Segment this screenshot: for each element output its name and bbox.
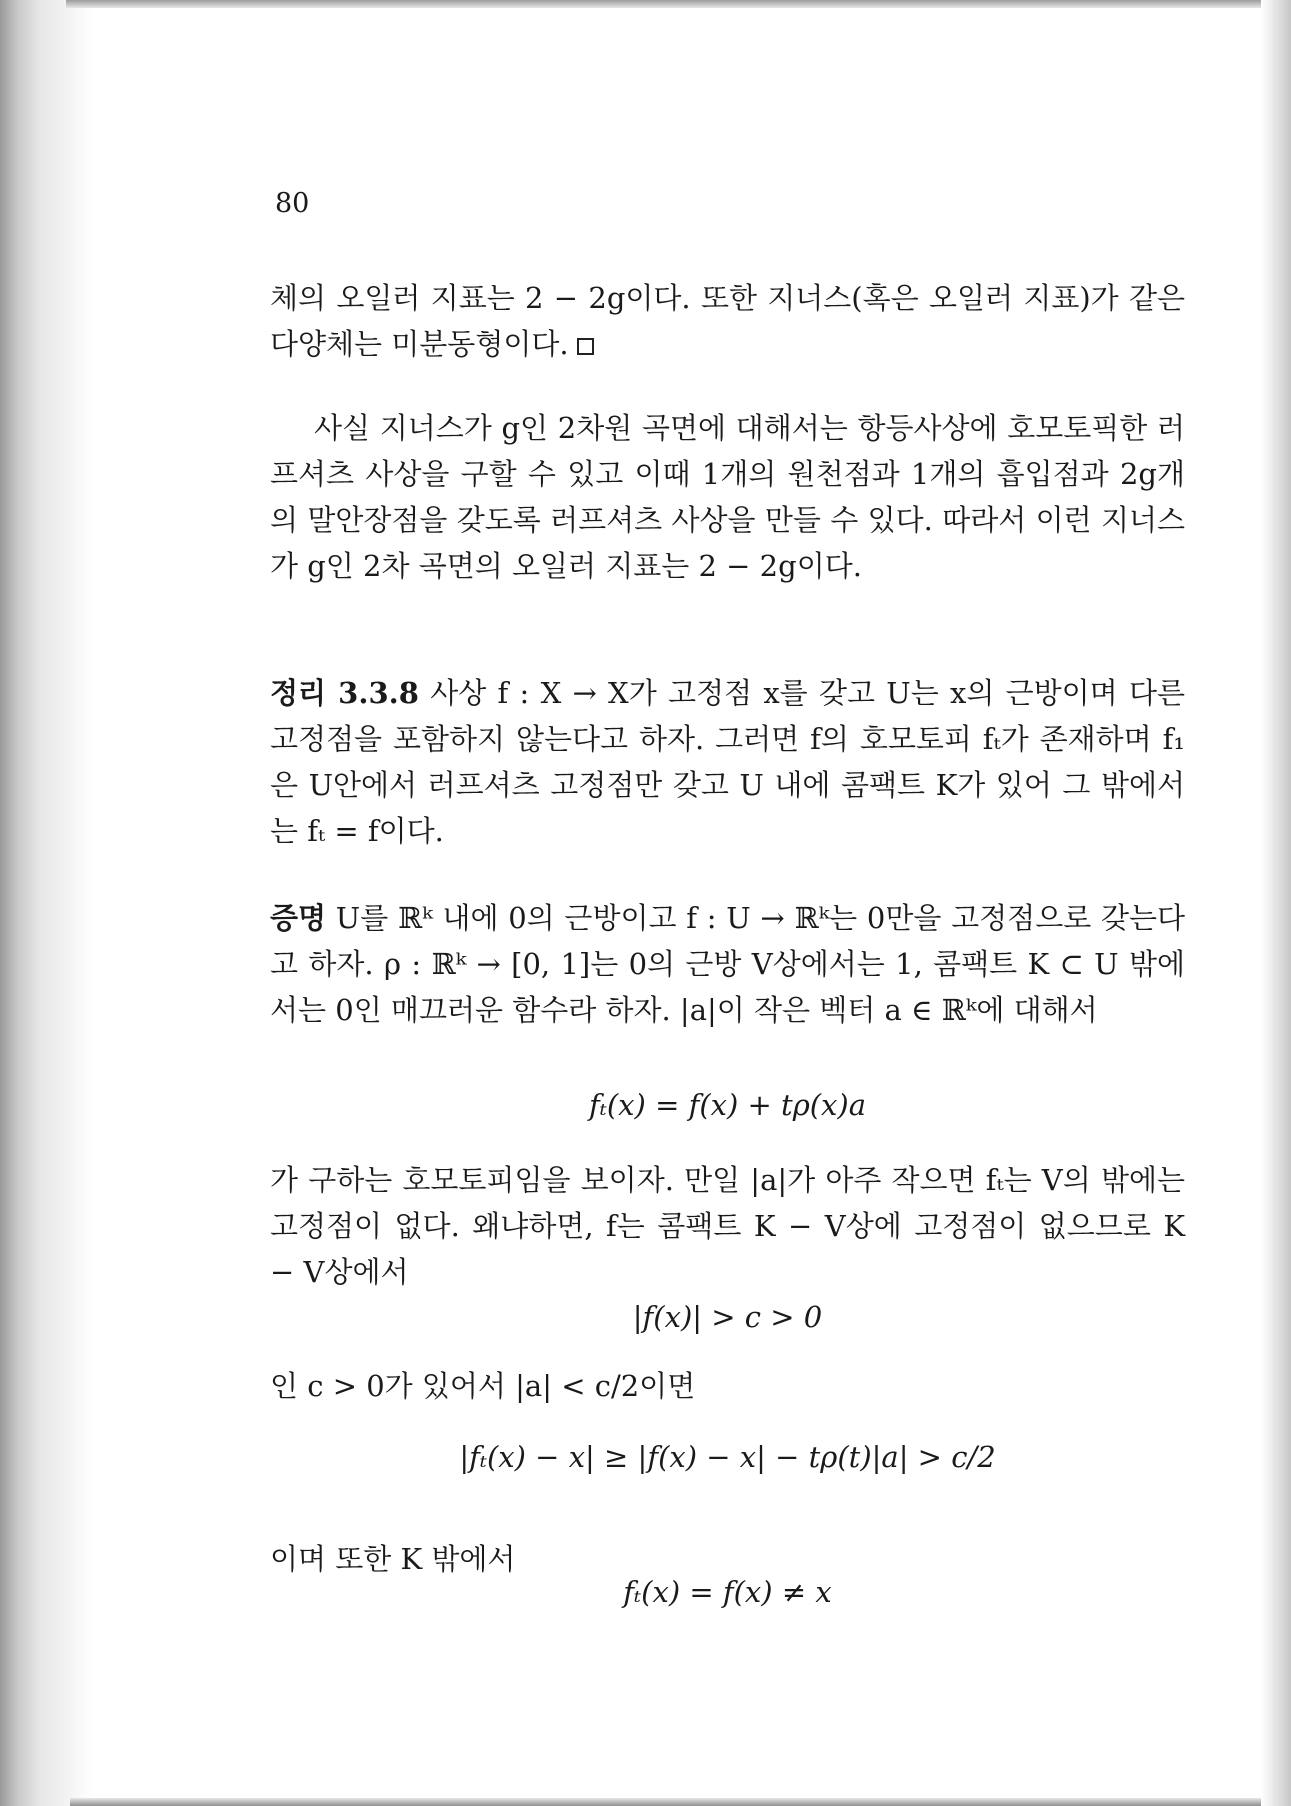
equation-outside-k: fₜ(x) = f(x) ≠ x [623,1575,832,1609]
paragraph-text: 가 구하는 호모토피임을 보이자. 만일 |a|가 아주 작으면 fₜ는 V의 밖에는 고정점이 없다. 왜냐하면, f는 콤팩트 K − V상에 고정점이 없으므로 K − V상에서 [270,1163,1185,1289]
proof-block [270,895,1185,1033]
page-right-shadow [1261,0,1291,1806]
paragraph-text: 사실 지너스가 g인 2차원 곡면에 대해서는 항등사상에 호모토픽한 러프셔츠 사상을 구할 수 있고 이때 1개의 원천점과 1개의 흡입점과 2g개의 말안장점을 갖도록 러프셔츠 사상을 만들 수 있다. 따라서 이런 지너스가 g인 2차 곡면의 오일러 지표는 2 − 2g이다. [270,411,1185,583]
qed-box-icon [577,338,594,355]
proof-text: U를 ℝᵏ 내에 0의 근방이고 f : U → ℝᵏ는 0만을 고정점으로 갖는다고 하자. ρ : ℝᵏ → [0, 1]는 0의 근방 V상에서는 1, 콤팩트 K ⊂ U 밖에서는 0인 매끄러운 함수라 하자. |a|이 작은 벡터 a ∈ ℝᵏ에 대해서 [270,901,1186,1027]
theorem-block [270,670,1185,854]
theorem-text: 사상 f : X → X가 고정점 x를 갖고 U는 x의 근방이며 다른 고정점을 포함하지 않는다고 하자. 그러면 f의 호모토피 fₜ가 존재하며 f₁은 U안에서 러프셔츠 고정점만 갖고 U 내에 콤팩트 K가 있어 그 밖에서는 fₜ = f이다. [270,676,1186,848]
paragraph-text: 이며 또한 K 밖에서 [270,1542,516,1576]
book-spine-edge [0,0,92,1806]
paragraph-constant-c [270,1363,1185,1409]
paragraph-no-fixed-points [270,1157,1185,1295]
equation-homotopy: fₜ(x) = f(x) + tρ(x)a [588,1088,867,1122]
paragraph-text: 인 c > 0가 있어서 |a| < c/2이면 [270,1369,696,1403]
book-bottom-edge [70,1798,1280,1806]
theorem-label: 정리 3.3.8 [270,676,419,710]
page-number: 80 [275,188,310,219]
book-top-edge [66,0,1266,8]
paragraph-text: 체의 오일러 지표는 2 − 2g이다. 또한 지너스(혹은 오일러 지표)가 같은 다양체는 미분동형이다. [270,281,1185,361]
equation-inequality: |fₜ(x) − x| ≥ |f(x) − x| − tρ(t)|a| > c/2 [459,1440,996,1474]
paragraph-genus-surface [270,405,1185,589]
equation-bound: |f(x)| > c > 0 [632,1300,823,1334]
proof-label: 증명 [270,901,327,935]
paragraph-euler-characteristic [270,275,1185,367]
